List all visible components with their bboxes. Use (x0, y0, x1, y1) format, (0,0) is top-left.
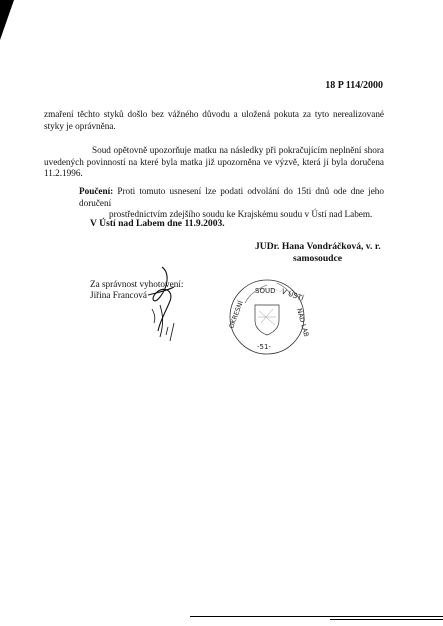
prepared-by-label: Za správnost vyhotovení: (90, 279, 184, 289)
instruction-label: Poučení: (79, 186, 114, 196)
page-corner-mark (0, 0, 14, 40)
handwritten-signature (130, 265, 210, 345)
svg-text:V ÚSTÍ: V ÚSTÍ (280, 287, 305, 303)
instruction-line-1: Proti tomuto usnesení lze podati odvolání do 15ti dnů ode dne jeho doručení (79, 186, 384, 208)
footer-rule-2 (330, 619, 443, 620)
date-line: V Ústí nad Labem dne 11.9.2003. (90, 218, 225, 229)
instruction-line-2: prostřednictvím zdejšího soudu ke Krajskému soudu v Ústí nad Labem. (109, 209, 373, 220)
judge-name: JUDr. Hana Vondráčková, v. r. (255, 241, 381, 252)
judge-block (255, 241, 381, 264)
seal-number: -51- (257, 343, 271, 351)
paragraph-warning: Soud opětovně upozorňuje matku na následky při pokračujícím neplnění shora uvedených povinností na které byla matka již upozorněna ve výzvě, která jí byla doručena 11.2.1996. (44, 145, 384, 179)
court-seal (227, 277, 311, 357)
prepared-by-name: Jiřina Francová (90, 290, 147, 301)
svg-text:OKRESNÍ: OKRESNÍ (227, 299, 245, 330)
judge-role: samosoudce (293, 252, 343, 264)
svg-text:NAD LAB: NAD LAB (295, 307, 311, 338)
instruction-block (79, 186, 384, 221)
svg-text:SOUD: SOUD (255, 287, 276, 295)
paragraph-continuation: zmaření těchto styků došlo bez vážného důvodu a uložená pokuta za tyto nerealizované styky je oprávněna. (44, 109, 384, 131)
case-reference: 18 P 114/2000 (325, 80, 383, 91)
footer-rule (190, 616, 443, 617)
